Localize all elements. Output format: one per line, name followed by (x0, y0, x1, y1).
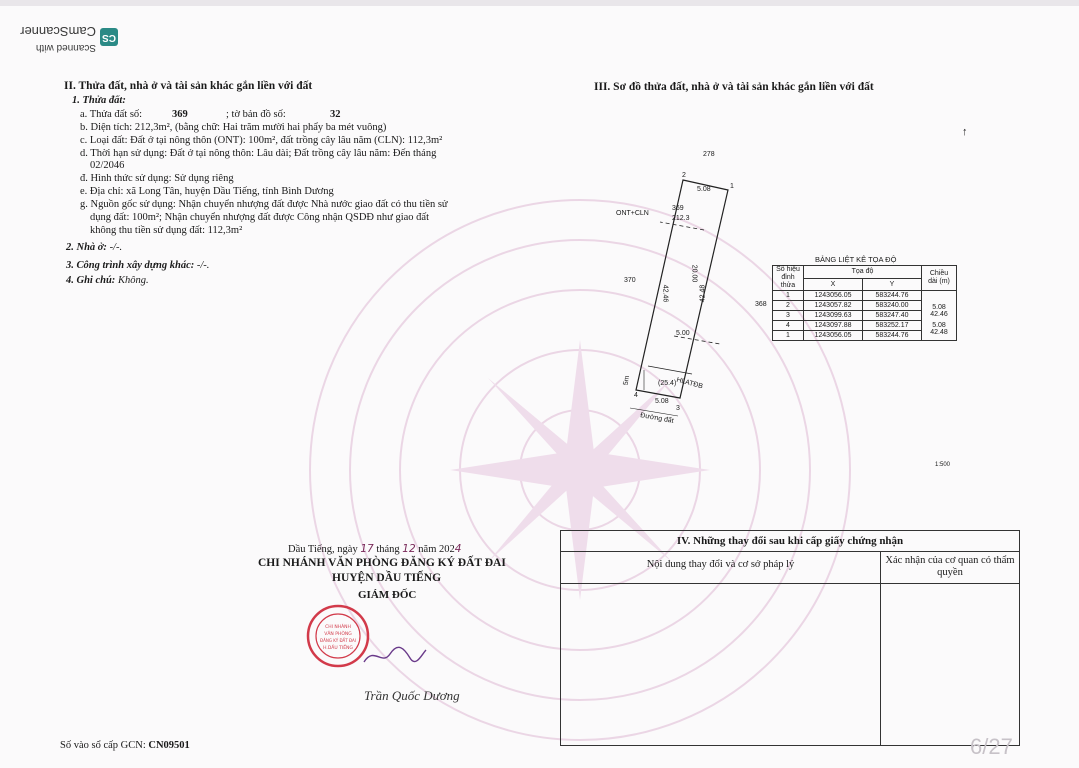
neighbor-278: 278 (703, 151, 715, 158)
coord-x: 1243097.88 (804, 321, 863, 331)
camscanner-logo-icon: CS (100, 28, 118, 46)
section-ii-title: II. Thửa đất, nhà ở và tài sản khác gắn liền với đất (64, 80, 313, 92)
changes-table (560, 530, 1020, 746)
notes-line (66, 275, 149, 286)
coord-y: 583244.76 (863, 331, 922, 341)
hl-label: HLATĐB (675, 376, 704, 391)
origin-line-1: g. Nguồn gốc sử dụng: Nhận chuyển nhượng đất được Nhà nước giao đất có thu tiền sử (80, 199, 448, 210)
coord-point: 1 (773, 291, 804, 301)
coord-x: 1243056.05 (804, 291, 863, 301)
parcel-type: ONT+CLN (616, 210, 649, 217)
coord-length: 42.46 (930, 310, 948, 318)
house-line (66, 242, 122, 253)
dim-top: 5.08 (697, 186, 711, 193)
gcn-number (60, 740, 190, 751)
dim-left: 42.46 (661, 284, 669, 303)
coord-y: 583240.00 (863, 301, 922, 311)
signer-name: Trần Quốc Dương (364, 688, 460, 703)
origin-line-3: không thu tiền sử dụng đất: 112,3m² (90, 225, 243, 236)
plot-number-label: a. Thửa đất số: (80, 109, 143, 120)
usage-form-line: đ. Hình thức sử dụng: Sử dụng riêng (80, 173, 234, 184)
changes-col-content: Nội dung thay đổi và cơ sở pháp lý (646, 559, 795, 570)
coord-point: 1 (773, 331, 804, 341)
vertex-2: 2 (682, 172, 686, 179)
coord-lengths (922, 291, 957, 341)
coord-header-y: Y (863, 278, 922, 291)
seal-line-2: VĂN PHÒNG (324, 632, 352, 637)
plot-diagram (600, 140, 780, 440)
neighbor-368: 368 (755, 301, 767, 308)
date-month: 12 (402, 543, 416, 555)
coord-header-point: Số hiệu đỉnh thửa (773, 266, 804, 291)
origin-line-2: dụng đất: 100m²; Nhận chuyển nhượng đất được Công nhận QSDĐ như giao đất (90, 212, 429, 223)
plot-number-value: 369 (172, 109, 188, 120)
vertex-3: 3 (676, 405, 680, 412)
house-value: -/-. (106, 242, 123, 253)
vertex-4: 4 (634, 392, 638, 399)
camscanner-watermark (18, 14, 118, 52)
issuing-district: HUYỆN DẦU TIẾNG (332, 572, 442, 584)
map-sheet-label: ; tờ bản đồ số: (226, 109, 286, 120)
section-iii-title: III. Sơ đồ thửa đất, nhà ở và tài sản khác gắn liền với đất (594, 81, 874, 93)
north-arrow-icon: ↑ (962, 126, 968, 138)
table-row (773, 291, 957, 301)
vertex-1: 1 (730, 183, 734, 190)
coord-header-length: Chiều dài (m) (922, 266, 957, 291)
gcn-value: CN09501 (148, 740, 190, 751)
page-indicator: 6/27 (970, 734, 1013, 759)
date-month-label: tháng (376, 544, 400, 555)
changes-col-confirm: Xác nhận của cơ quan có thẩm quyền (885, 555, 1015, 578)
coord-header-coord: Tọa độ (804, 266, 922, 279)
parcel-area: 212.3 (672, 215, 690, 222)
coord-point: 2 (773, 301, 804, 311)
scale-label: 1:500 (935, 462, 951, 468)
coord-length: 42.48 (930, 328, 948, 336)
coord-point: 3 (773, 311, 804, 321)
house-label: 2. Nhà ở: (66, 242, 107, 253)
hl-width: 5m (622, 375, 632, 386)
duration-line-2: 02/2046 (90, 160, 125, 171)
coord-x: 1243056.05 (804, 331, 863, 341)
coord-table (772, 265, 957, 341)
top-bar (0, 0, 1079, 6)
coord-point: 4 (773, 321, 804, 331)
duration-line: d. Thời hạn sử dụng: Đất ở tại nông thôn: Lâu dài; Đất trồng cây lâu năm: Đến tháng (80, 148, 437, 159)
coord-x: 1243099.63 (804, 311, 863, 321)
notes-label: 4. Ghi chú: (66, 275, 116, 286)
signing-date (288, 543, 461, 555)
land-type-line: c. Loại đất: Đất ở tại nông thôn (ONT): 100m², đất trồng cây lâu năm (CLN): 112,3m² (80, 135, 443, 146)
seal-line-4: H.DẦU TIẾNG (323, 646, 353, 651)
hl-area: (25.4) (658, 380, 677, 387)
coord-y: 583252.17 (863, 321, 922, 331)
area-line: b. Diện tích: 212,3m², (bằng chữ: Hai trăm mười hai phẩy ba mét vuông) (80, 122, 387, 133)
other-works-line (66, 260, 209, 271)
dim-mid: 5.00 (676, 330, 690, 337)
camscanner-brand: CamScanner (20, 24, 96, 39)
notes-value: Không. (115, 275, 149, 286)
changes-title: IV. Những thay đổi sau khi cấp giấy chứng nhận (561, 531, 1019, 552)
other-works-value: -/-. (194, 260, 210, 271)
seal-line-3: ĐĂNG KÝ ĐẤT ĐAI (320, 638, 356, 643)
map-sheet-value: 32 (330, 109, 341, 120)
signer-role: GIÁM ĐỐC (358, 589, 417, 601)
neighbor-370: 370 (624, 277, 636, 284)
date-day: 17 (360, 543, 374, 555)
coord-header-x: X (804, 278, 863, 291)
handwritten-signature-icon (360, 640, 430, 670)
dim-inner: 20.00 (690, 264, 698, 283)
dim-right: 42.48 (699, 284, 707, 303)
coord-length: 5.08 (932, 303, 946, 311)
land-plot-heading: 1. Thửa đất: (72, 95, 126, 106)
column-divider (880, 551, 881, 745)
date-year-digit: 4 (454, 543, 462, 555)
other-works-label: 3. Công trình xây dựng khác: (66, 260, 195, 271)
coord-table-title: BẢNG LIỆT KÊ TỌA ĐỘ (815, 255, 897, 264)
parcel-number: 369 (672, 205, 684, 212)
dim-bottom: 5.08 (655, 398, 669, 405)
date-year-label: năm 202 (418, 544, 455, 555)
camscanner-tagline: Scanned with (35, 42, 96, 53)
coord-y: 583247.40 (863, 311, 922, 321)
coord-length: 5.08 (932, 321, 946, 329)
issuing-office: CHI NHÁNH VĂN PHÒNG ĐĂNG KÝ ĐẤT ĐAI (258, 557, 506, 569)
seal-line-1: CHI NHÁNH (325, 625, 351, 630)
road-label: Đường đất (639, 412, 675, 425)
coord-x: 1243057.82 (804, 301, 863, 311)
date-prefix: Dầu Tiếng, ngày (288, 544, 358, 555)
gcn-label: Số vào sổ cấp GCN: (60, 740, 146, 751)
coord-y: 583244.76 (863, 291, 922, 301)
address-line: e. Địa chỉ: xã Long Tân, huyện Dầu Tiếng, tỉnh Bình Dương (80, 186, 334, 197)
